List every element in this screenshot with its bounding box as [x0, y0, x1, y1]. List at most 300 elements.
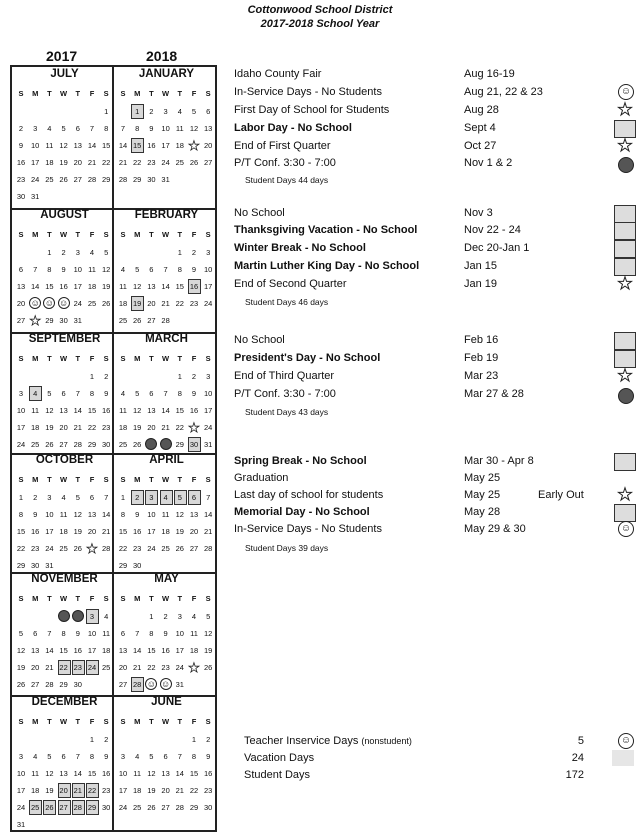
- day-number: 5: [177, 493, 182, 502]
- day-number: 20: [204, 141, 213, 150]
- weekday-label: M: [134, 354, 141, 363]
- day-number: 24: [16, 803, 26, 812]
- day-number: 24: [204, 299, 213, 308]
- day-number: 23: [102, 423, 111, 432]
- day-number: 13: [147, 282, 156, 291]
- day-number: 21: [133, 663, 142, 672]
- day-number: 8: [61, 629, 66, 638]
- day-number: 15: [59, 646, 68, 655]
- day-number: 9: [104, 389, 109, 398]
- day-number: 9: [135, 510, 140, 519]
- day-number: 20: [189, 527, 199, 536]
- day-number: 17: [147, 527, 156, 536]
- day-number: 4: [33, 752, 38, 761]
- month-september: [14, 332, 115, 453]
- day-number: 10: [204, 265, 213, 274]
- weekday-label: T: [149, 354, 154, 363]
- weekday-label: T: [75, 89, 81, 98]
- weekday-label: T: [149, 594, 154, 603]
- weekday-label: S: [103, 717, 109, 726]
- weekday-label: M: [134, 89, 141, 98]
- day-number: 19: [45, 786, 54, 795]
- day-number: 11: [59, 510, 68, 519]
- day-number: 2: [191, 248, 197, 257]
- day-number: 15: [16, 527, 26, 536]
- day-number: 25: [87, 299, 97, 308]
- day-number: 12: [73, 510, 82, 519]
- legend-star-icon: ★: [617, 366, 633, 385]
- day-number: 22: [189, 786, 199, 795]
- day-number: 29: [102, 175, 111, 184]
- calendar-grid: [10, 65, 217, 832]
- event-date: May 25: [464, 489, 501, 501]
- weekday-label: S: [205, 475, 211, 484]
- legend-box-icon: [614, 504, 636, 522]
- day-number: 18: [31, 423, 40, 432]
- weekday-label: F: [89, 230, 95, 239]
- day-number: 3: [120, 752, 126, 761]
- weekday-label: M: [32, 230, 39, 239]
- weekday-label: S: [18, 230, 24, 239]
- day-number: 15: [133, 141, 142, 150]
- month-july: [14, 67, 115, 208]
- day-number: 2: [163, 612, 168, 621]
- weekday-label: W: [162, 475, 170, 484]
- day-number: 9: [61, 265, 66, 274]
- day-number: 5: [18, 629, 24, 638]
- day-number: 16: [147, 141, 156, 150]
- summary-label: [244, 735, 412, 747]
- event-date: Jan 19: [464, 278, 498, 290]
- event-name: Memorial Day - No School: [234, 506, 370, 518]
- weekday-label: F: [191, 354, 197, 363]
- day-number: 5: [135, 265, 140, 274]
- day-number: 1: [120, 493, 126, 502]
- day-number: 28: [204, 544, 213, 553]
- day-number: 11: [88, 265, 96, 274]
- day-number: 29: [133, 175, 142, 184]
- legend-box-icon: [614, 240, 636, 258]
- day-number: 2: [61, 248, 66, 257]
- smiley-icon: ☺: [146, 679, 156, 689]
- day-number: 30: [59, 316, 68, 325]
- day-number: 6: [149, 265, 154, 274]
- day-number: 26: [189, 158, 199, 167]
- event-date: Nov 22 - 24: [464, 224, 521, 236]
- event-name: End of Third Quarter: [234, 370, 335, 382]
- day-number: 18: [118, 299, 128, 308]
- day-number: 30: [133, 561, 142, 570]
- day-number: 4: [177, 107, 182, 116]
- legend-smiley-icon: ☺: [618, 733, 634, 749]
- day-number: 10: [45, 510, 54, 519]
- weekday-label: M: [134, 230, 141, 239]
- month-name: SEPTEMBER: [28, 333, 101, 345]
- day-number: 10: [175, 629, 184, 638]
- day-number: 12: [147, 769, 156, 778]
- weekday-label: T: [47, 717, 52, 726]
- event-date: Sept 4: [464, 122, 496, 134]
- day-number: 21: [102, 527, 111, 536]
- day-number: 25: [59, 544, 68, 553]
- weekday-label: W: [162, 89, 170, 98]
- day-number: 5: [75, 493, 80, 502]
- day-number: 7: [135, 629, 140, 638]
- weekday-label: M: [32, 594, 39, 603]
- day-number: 12: [45, 769, 54, 778]
- day-number: 10: [73, 265, 82, 274]
- day-number: 30: [31, 561, 40, 570]
- day-number: 14: [73, 769, 82, 778]
- day-number: 21: [161, 299, 170, 308]
- weekday-label: S: [205, 89, 211, 98]
- day-number: 26: [45, 440, 54, 449]
- weekday-label: S: [103, 354, 109, 363]
- day-number: 29: [87, 803, 97, 812]
- day-number: 3: [163, 107, 168, 116]
- day-number: 26: [175, 544, 184, 553]
- day-number: 28: [45, 680, 54, 689]
- day-number: 31: [31, 192, 40, 201]
- day-number: 12: [133, 282, 142, 291]
- day-number: 25: [45, 175, 54, 184]
- day-number: 1: [135, 107, 140, 116]
- day-number: 29: [59, 680, 68, 689]
- month-name: JUNE: [151, 696, 182, 708]
- month-march: [116, 332, 217, 453]
- day-number: 8: [18, 510, 24, 519]
- legend-smiley-icon: ☺: [618, 521, 634, 537]
- day-number: 23: [189, 299, 199, 308]
- weekday-label: M: [32, 89, 39, 98]
- day-number: 14: [45, 646, 54, 655]
- day-number: 11: [31, 769, 40, 778]
- day-number: 11: [161, 510, 170, 519]
- day-number: 23: [204, 786, 213, 795]
- day-number: 19: [175, 527, 184, 536]
- day-number: 15: [87, 406, 97, 415]
- day-number: 7: [206, 493, 211, 502]
- day-number: 31: [45, 561, 54, 570]
- day-number: 8: [149, 629, 154, 638]
- day-number: 26: [133, 440, 142, 449]
- conference-circle-icon: [145, 438, 157, 450]
- day-number: 28: [73, 803, 82, 812]
- weekday-label: T: [47, 230, 52, 239]
- day-number: 26: [133, 316, 142, 325]
- day-number: 4: [61, 493, 66, 502]
- day-number: 25: [175, 158, 184, 167]
- day-number: 16: [133, 527, 142, 536]
- event-date: Feb 16: [464, 334, 499, 346]
- day-number: 19: [45, 423, 54, 432]
- day-number: 16: [102, 406, 111, 415]
- event-date: Nov 3: [464, 207, 493, 219]
- day-number: 5: [135, 389, 140, 398]
- day-number: 18: [118, 423, 128, 432]
- weekday-label: S: [205, 594, 211, 603]
- day-number: 24: [118, 803, 128, 812]
- day-number: 3: [18, 752, 24, 761]
- day-number: 4: [104, 612, 109, 621]
- day-number: 3: [206, 372, 211, 381]
- weekday-label: T: [177, 475, 183, 484]
- day-number: 27: [16, 316, 26, 325]
- event-name: P/T Conf. 3:30 - 7:00: [234, 157, 336, 169]
- weekday-label: S: [18, 475, 24, 484]
- day-number: 18: [102, 646, 111, 655]
- day-number: 30: [73, 680, 82, 689]
- day-number: 20: [87, 527, 97, 536]
- day-number: 2: [191, 372, 197, 381]
- day-number: 24: [31, 175, 40, 184]
- day-number: 13: [87, 510, 97, 519]
- day-number: 26: [73, 544, 82, 553]
- day-number: 22: [16, 544, 26, 553]
- day-number: 23: [161, 663, 170, 672]
- day-number: 16: [161, 646, 170, 655]
- weekday-label: S: [205, 717, 211, 726]
- weekday-label: W: [60, 354, 68, 363]
- event-name: Last day of school for students: [234, 489, 384, 501]
- weekday-label: S: [103, 89, 109, 98]
- day-number: 14: [102, 510, 111, 519]
- day-number: 30: [189, 440, 199, 449]
- event-date: May 25: [464, 472, 501, 484]
- day-number: 22: [175, 423, 184, 432]
- day-number: 9: [163, 629, 168, 638]
- weekday-label: F: [191, 475, 197, 484]
- day-number: 18: [161, 527, 170, 536]
- weekday-label: F: [191, 717, 197, 726]
- event-name: No School: [234, 334, 285, 346]
- day-number: 3: [33, 124, 38, 133]
- day-number: 10: [118, 769, 128, 778]
- day-number: 17: [161, 141, 170, 150]
- day-number: 8: [104, 124, 109, 133]
- day-number: 18: [133, 786, 142, 795]
- day-number: 25: [102, 663, 111, 672]
- school-year-title: 2017-2018 School Year: [260, 18, 380, 30]
- day-number: 29: [16, 561, 26, 570]
- day-number: 26: [59, 175, 68, 184]
- day-number: 21: [45, 663, 54, 672]
- day-number: 18: [175, 141, 184, 150]
- day-number: 14: [87, 141, 97, 150]
- day-number: 9: [18, 141, 24, 150]
- day-number: 20: [59, 786, 68, 795]
- month-name: JULY: [50, 68, 79, 80]
- weekday-label: S: [103, 230, 109, 239]
- day-number: 21: [204, 527, 213, 536]
- day-number: 2: [149, 107, 154, 116]
- weekday-label: T: [177, 230, 183, 239]
- day-number: 9: [206, 752, 211, 761]
- day-number: 26: [16, 680, 26, 689]
- day-number: 1: [89, 735, 95, 744]
- day-number: 11: [102, 629, 111, 638]
- day-number: 29: [118, 561, 128, 570]
- day-number: 15: [102, 141, 111, 150]
- day-number: 11: [45, 141, 54, 150]
- day-number: 15: [118, 527, 128, 536]
- day-number: 10: [31, 141, 40, 150]
- student-days-count: Student Days 46 days: [245, 297, 329, 307]
- day-number: 15: [45, 282, 54, 291]
- month-may: [116, 572, 217, 695]
- day-number: 19: [73, 527, 82, 536]
- day-number: 8: [47, 265, 52, 274]
- weekday-label: F: [89, 354, 95, 363]
- star-icon: ★: [188, 420, 200, 435]
- day-number: 20: [118, 663, 128, 672]
- day-number: 24: [16, 440, 26, 449]
- day-number: 23: [31, 544, 40, 553]
- summary-label: [244, 752, 314, 764]
- weekday-label: S: [120, 230, 126, 239]
- event-date: May 28: [464, 506, 501, 518]
- day-number: 12: [133, 406, 142, 415]
- day-number: 28: [87, 175, 97, 184]
- weekday-label: T: [149, 89, 154, 98]
- day-number: 25: [161, 544, 170, 553]
- day-number: 27: [189, 544, 199, 553]
- day-number: 2: [33, 493, 38, 502]
- event-name: President's Day - No School: [234, 352, 381, 364]
- day-number: 1: [149, 612, 154, 621]
- month-name: FEBRUARY: [134, 209, 199, 221]
- day-number: 13: [59, 406, 68, 415]
- day-number: 6: [61, 389, 66, 398]
- weekday-label: T: [177, 89, 183, 98]
- day-number: 27: [147, 316, 156, 325]
- day-number: 2: [18, 124, 24, 133]
- day-number: 7: [75, 389, 80, 398]
- weekday-label: S: [18, 717, 24, 726]
- day-number: 4: [89, 248, 95, 257]
- day-number: 25: [31, 440, 40, 449]
- day-number: 8: [177, 265, 182, 274]
- day-number: 5: [104, 248, 109, 257]
- day-number: 9: [33, 510, 38, 519]
- star-icon: ★: [29, 313, 42, 328]
- day-number: 17: [204, 406, 213, 415]
- day-number: 24: [204, 423, 213, 432]
- day-number: 24: [175, 663, 184, 672]
- summary-value: 172: [565, 769, 584, 781]
- day-number: 6: [163, 752, 168, 761]
- weekday-label: F: [89, 89, 95, 98]
- month-february: [116, 208, 217, 332]
- day-number: 24: [45, 544, 54, 553]
- day-number: 17: [31, 158, 40, 167]
- day-number: 13: [16, 282, 26, 291]
- day-number: 15: [147, 646, 156, 655]
- day-number: 1: [47, 248, 52, 257]
- day-number: 27: [59, 440, 68, 449]
- day-number: 23: [73, 663, 82, 672]
- day-number: 17: [16, 423, 26, 432]
- day-number: 12: [16, 646, 26, 655]
- day-number: 13: [147, 406, 156, 415]
- day-number: 9: [191, 389, 197, 398]
- day-number: 3: [206, 248, 211, 257]
- conference-circle-icon: [160, 438, 172, 450]
- day-number: 16: [204, 769, 213, 778]
- weekday-label: M: [134, 475, 141, 484]
- day-number: 15: [175, 282, 184, 291]
- day-number: 3: [89, 612, 95, 621]
- weekday-label: T: [177, 594, 183, 603]
- legend-box-icon: [614, 453, 636, 471]
- day-number: 18: [31, 786, 40, 795]
- day-number: 13: [161, 769, 170, 778]
- weekday-label: F: [89, 717, 95, 726]
- smiley-icon: ☺: [58, 298, 69, 308]
- day-number: 27: [118, 680, 128, 689]
- day-number: 4: [163, 493, 168, 502]
- day-number: 4: [47, 124, 52, 133]
- event-name: First Day of School for Students: [234, 104, 390, 116]
- day-number: 14: [31, 282, 40, 291]
- day-number: 19: [102, 282, 111, 291]
- day-number: 11: [119, 282, 127, 291]
- day-number: 30: [102, 440, 111, 449]
- summary-label-text: Teacher Inservice Days: [244, 735, 359, 747]
- day-number: 3: [75, 248, 80, 257]
- day-number: 29: [45, 316, 54, 325]
- day-number: 29: [87, 440, 97, 449]
- summary-label-sub: (nonstudent): [361, 736, 412, 746]
- day-number: 14: [133, 646, 142, 655]
- legend-star-icon: ★: [617, 485, 633, 504]
- day-number: 4: [120, 389, 126, 398]
- smiley-icon: ☺: [44, 298, 54, 308]
- weekday-label: T: [75, 475, 81, 484]
- day-number: 27: [59, 803, 68, 812]
- day-number: 29: [175, 440, 184, 449]
- day-number: 22: [59, 663, 68, 672]
- weekday-label: T: [75, 354, 81, 363]
- day-number: 4: [120, 265, 126, 274]
- event-name: In-Service Days - No Students: [234, 523, 382, 535]
- event-date: Nov 1 & 2: [464, 157, 513, 169]
- day-number: 22: [175, 299, 184, 308]
- day-number: 17: [175, 646, 184, 655]
- event-date: Mar 27 & 28: [464, 388, 524, 400]
- day-number: 9: [75, 629, 80, 638]
- month-april: [116, 453, 217, 572]
- day-number: 31: [161, 175, 170, 184]
- event-name: No School: [234, 207, 285, 219]
- event-name: P/T Conf. 3:30 - 7:00: [234, 388, 336, 400]
- year-left: 2017: [46, 48, 78, 64]
- day-number: 21: [73, 786, 82, 795]
- weekday-label: T: [149, 230, 154, 239]
- day-number: 26: [102, 299, 111, 308]
- day-number: 6: [89, 493, 95, 502]
- day-number: 1: [177, 372, 182, 381]
- smiley-icon: ☺: [160, 679, 171, 689]
- weekday-label: W: [162, 354, 170, 363]
- event-name: Labor Day - No School: [234, 122, 352, 134]
- day-number: 1: [89, 372, 95, 381]
- day-number: 20: [59, 423, 68, 432]
- month-name: MAY: [154, 573, 179, 585]
- day-number: 7: [120, 124, 126, 133]
- day-number: 15: [189, 769, 199, 778]
- event-date: Mar 30 - Apr 8: [464, 455, 534, 467]
